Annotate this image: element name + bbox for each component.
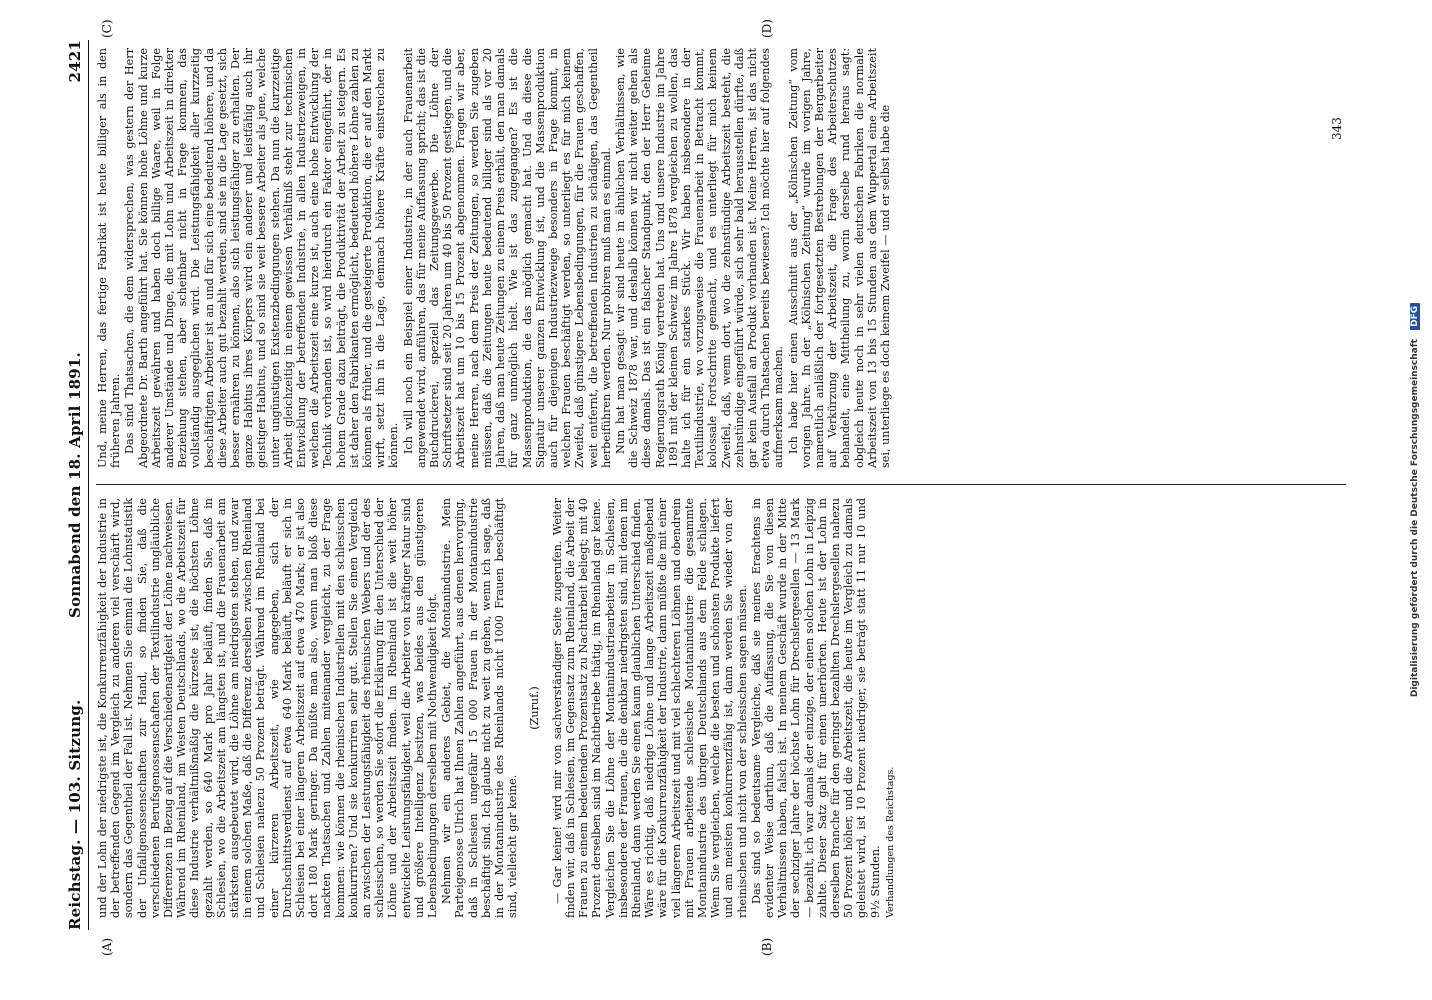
marker-b: (B) <box>760 937 774 956</box>
paragraph: Nun hat man gesagt: wir sind heute in ähnlichen Verhältnissen, wie die Schweiz 1878 war, und deshalb können wir nicht weiter gehen als diese damals. Das ist ein falscher Standpunkt, den der Herr Geheime Regierungsrath König vertreten hat. Uns und unsere Industrie im Jahre 1891 mit der kleinen Schweiz im Jahre 1878 vergleichen zu wollen, das halte ich für ein starkes Stück. Wir haben insbesondere in der Textilindustrie, wo vorzugsweise die Frauenarbeit in Betracht kommt, kolossale Fortschritte gemacht, und es unterliegt für mich keinem Zweifel, daß, wenn dort, wo die zehnstündige Arbeitszeit besteht, die zehnstündige eingeführt würde, sich sehr bald herausstellen dürfte, daß gar kein Ausfall an Produkt vorhanden ist. Meine Herren, ist das nicht etwa durch Thatsachen bereits bewiesen? Ich möchte hier auf folgendes aufmerksam machen. <box>613 48 786 468</box>
paragraph: Nehmen wir ein anderes Gebiet, die Montanindustrie. Mein Parteigenosse Ulrich hat Ihnen Zahlen angeführt, aus denen hervorging, daß in Schlesien ungefähr 15 000 Frauen in der Montanindustrie beschäftigt sind. Ich glaube nicht zu weit zu gehen, wenn ich sage, daß in der Montanindustrie des Rheinlands nicht 1000 Frauen beschäftigt sind, vielleicht gar keine. <box>440 498 520 918</box>
page-number: 2421 <box>66 39 84 83</box>
marker-c: (C) <box>100 19 114 38</box>
paragraph: und der Lohn der niedrigste ist, die Konkurrenzfähigkeit der Industrie in der betreffenden Gegend im Vergleich zu anderen viel verschärft wird, sondern das Gegentheil der Fall ist. Nehmen Sie einmal die Lohnstatistik der Unfallgenossenschaften zur Hand, so finden Sie, daß die verschiedenen Berufsgenossenschaften der Textilindustrie ungläubliche Differenzen in Bezug auf die Verschiedenartigkeit der Löhne nachweisen. Während im Rheinland, im Westen Deutschlands, wo die Arbeitszeit für diese Industrie verhältnißmäßig die kürzeste ist, die höchsten Löhne gezahlt werden, so 640 Mark pro Jahr beläuft, finden Sie, daß in Schlesien, wo die Arbeitszeit am längsten ist, und die Frauenarbeit am stärksten ausgebeutet wird, die Löhne am niedrigsten stehen, und zwar in einem solchen Maße, daß die Differenz derselben zwischen Rheinland und Schlesien nahezu 50 Prozent beträgt. Während im Rheinland bei einer kürzeren Arbeitszeit, wie angegeben, sich der Durchschnittsverdienst auf etwa 640 Mark beläuft, beläuft er sich in Schlesien bei einer längeren Arbeitszeit auf etwa 470 Mark; er ist also dort 180 Mark geringer. Da müßte man also, wenn man bloß diese nackten Thatsachen und Zahlen miteinander vergleicht, zu der Frage kommen: wie können die rheinischen Industriellen mit den schlesischen konkurriren? Und sie konkurriren sehr gut. Stellen Sie einen Vergleich an zwischen der Leistungsfähigkeit des rheinischen Webers und der des schlesischen, so werden Sie sofort die Erklärung für den Unterschied der Löhne und der Arbeitszeit finden. Im Rheinland ist die weit höher entwickelte Leistungsfähigkeit, weil die Arbeiter von kräftiger Natur sind und größere Intelligenz besitzen, was beides aus den günstigeren Lebensbedingungen derselben mit Nothwendigkeit folgt. <box>96 498 440 918</box>
marker-d: (D) <box>760 19 774 38</box>
left-column <box>96 498 1346 918</box>
header-left: Reichstag. — 103. Sitzung. <box>66 699 84 930</box>
digitization-footer <box>1410 0 1420 1000</box>
header-date: Sonnabend den 18. April 1891. <box>66 352 84 618</box>
paragraph: Und, meine Herren, das fertige Fabrikat ist heute billiger als in den früheren Jahren. <box>96 48 123 468</box>
page-header <box>58 40 84 930</box>
column-divider <box>96 484 1346 485</box>
footer-text: Digitalisierung gefördert durch die Deutsche Forschungsgemeinschaft <box>1410 339 1420 698</box>
paragraph: Ich habe hier einen Ausschnitt aus der „Kölnischen Zeitung“ vom vorigen Jahre. In der „Kölnischen Zeitung“ wurde im vorigen Jahre, namentlich anläßlich der fortgesetzten Bestrebungen der Bergarbeiter auf Verkürzung der Arbeitszeit, die Frage des Arbeiterschutzes behandelt, eine Mittheilung zu, worin derselbe rund heraus sagt: obgleich heute noch in sehr vielen deutschen Fabriken die normale Arbeitszeit von 13 bis 15 Stunden aus dem Wuppertal eine Arbeitszeit sei, unterliege es doch keinem Zweifel — und er selbst habe die <box>786 48 892 468</box>
right-column <box>96 48 1346 468</box>
signature-mark: 343 <box>1330 117 1344 140</box>
paragraph: Das sind so bedeutsame Vergleiche, daß sie meines Erachtens in evidenter Weise darthun, daß die Auffassung, die Sie von diesen Verhältnissen haben, falsch ist. In meinem Geschäft wurde in der Mitte der sechziger Jahre der höchste Lohn für Drechslergesellen — 13 Mark — bezahlt, ich war damals der einzige, der einen solchen Lohn in Leipzig zahlte. Dieser Satz galt für einen unerhörten. Heute ist der Lohn in derselben Branche für den geringst bezahlten Drechslergesellen nahezu 50 Prozent höher, und die Arbeitszeit, die heute im Vergleich zu damals geleistet wird, ist 10 Prozent niedriger, sie beträgt statt 11 nur 10 und 9½ Stunden. <box>749 498 882 918</box>
marker-a: (A) <box>100 937 114 956</box>
paragraph: — Gar keine! wird mir von sachverständiger Seite zugerufen. Weiter finden wir, daß in Schlesien, im Gegensatz zum Rheinland, die Arbeit der Frauen zu einem bedeutenden Prozentsatz zu Nachtarbeit beliegt; mit 40 Prozent derselben sind im Nachtbetriebe thätig, im Rheinland gar keine. Vergleichen Sie die Löhne der Montanindustriearbeiter in Schlesien, insbesondere der Frauen, die die denkbar niedrigsten sind, mit denen im Rheinland, dann werden Sie einen kaum glaublichen Unterschied finden. Wäre es richtig, daß niedrige Löhne und lange Arbeitszeit maßgebend wäre für die Konkurrenzfähigkeit der Industrie, dann müßte die mit einer viel längeren Arbeitszeit und mit viel schlechteren Löhnen und obendrein mit Frauen arbeitende schlesische Montanindustrie die gesammte Montanindustrie des übrigen Deutschlands aus dem Felde schlagen. Wenn Sie vergleichen, welche die besten und schönsten Produkte liefert und am meisten konkurrenzfähig ist, dann werden Sie wieder von der rheinischen und nicht von der schlesischen sagen müssen. <box>550 498 749 918</box>
interjection: (Zuruf.) <box>527 686 541 730</box>
dfg-logo: DFG <box>1410 303 1420 330</box>
paragraph: Ich will noch ein Beispiel einer Industrie, in der auch Frauenarbeit angewendet wird, anführen, das für meine Auffassung spricht; das ist die Buchdruckerei, speziell das Zeitungsgewerbe. Die Löhne der Schriftsetzer sind seit 20 Jahren um 40 bis 50 Prozent gestiegen, und die Arbeitszeit hat um 10 bis 15 Prozent abgenommen. Fragen wir aber, meine Herren, nach dem Preis der Zeitungen, so werden Sie zugeben müssen, daß die Zeitungen heute bedeutend billiger sind als vor 20 Jahren, daß man heute Zeitungen zu einem Preis erhält, den man damals für ganz unmöglich hielt. Wie ist das zugegangen? Es ist die Massenproduktion, die das möglich gemacht hat. Und da diese die Signatur unserer ganzen Entwicklung ist, und die Massenproduktion auch für diejenigen Industriezweige besonders in Frage kommt, in welchen Frauen beschäftigt werden, so unterliegt es für mich keinem Zweifel, daß günstigere Lebensbedingungen, für die Frauen geschaffen, weit entfernt, die betreffenden Industrien zu schädigen, das Gegentheil herbeiführen werden. Nur probiren muß man es einmal. <box>401 48 613 468</box>
paragraph: Das sind Thatsachen, die dem widersprechen, was gestern der Herr Abgeordnete Dr. Barth angeführt hat. Sie können hohe Löhne und kurze Arbeitszeit gewähren und haben doch billige Waare, weil in Folge anderer Umstände und Dinge, die mit Lohn und Arbeitszeit in direkter Beziehung stehen, aber scheinbar nicht in Frage kommen, das vollständig ausgeglichen wird. Die Leistungsfähigkeit aller kurzzeitig beschäftigten Arbeiter ist an und für sich eine bedeutend höhere, und da diese Arbeiter auch gut bezahlt werden, sind sie in die Lage gesetzt, sich besser ernähren zu können, also sich leistungsfähiger zu erhalten. Der ganze Habitus ihres Körpers wird ein anderer und leistfähig auch ihr geistiger Habitus, und so sind sie weit bessere Arbeiter als jene, welche unter ungünstigen Existenzbedingungen stehen. Da nun die kurzzeitige Arbeit gleichzeitig in einem gewissen Verhältniß steht zur technischen Entwicklung der betreffenden Industrie, in allen Industriezweigen, in welchen die Arbeitszeit eine kurze ist, auch eine hohe Entwicklung der Technik vorhanden ist, so wird hierdurch ein Faktor eingeführt, der in hohem Grade dazu beiträgt, die Produktivität der Arbeit zu steigern. Es ist daher den Fabrikanten ermöglicht, bedeutend höhere Löhne zahlen zu können als früher, und die gesteigerte Produktion, die er auf den Markt wirft, setzt ihn in die Lage, demnach höhere Kräfte einstreichen zu können. <box>123 48 401 468</box>
header-rule <box>88 40 89 930</box>
footnote: Verhandlungen des Reichstags. <box>884 766 896 918</box>
